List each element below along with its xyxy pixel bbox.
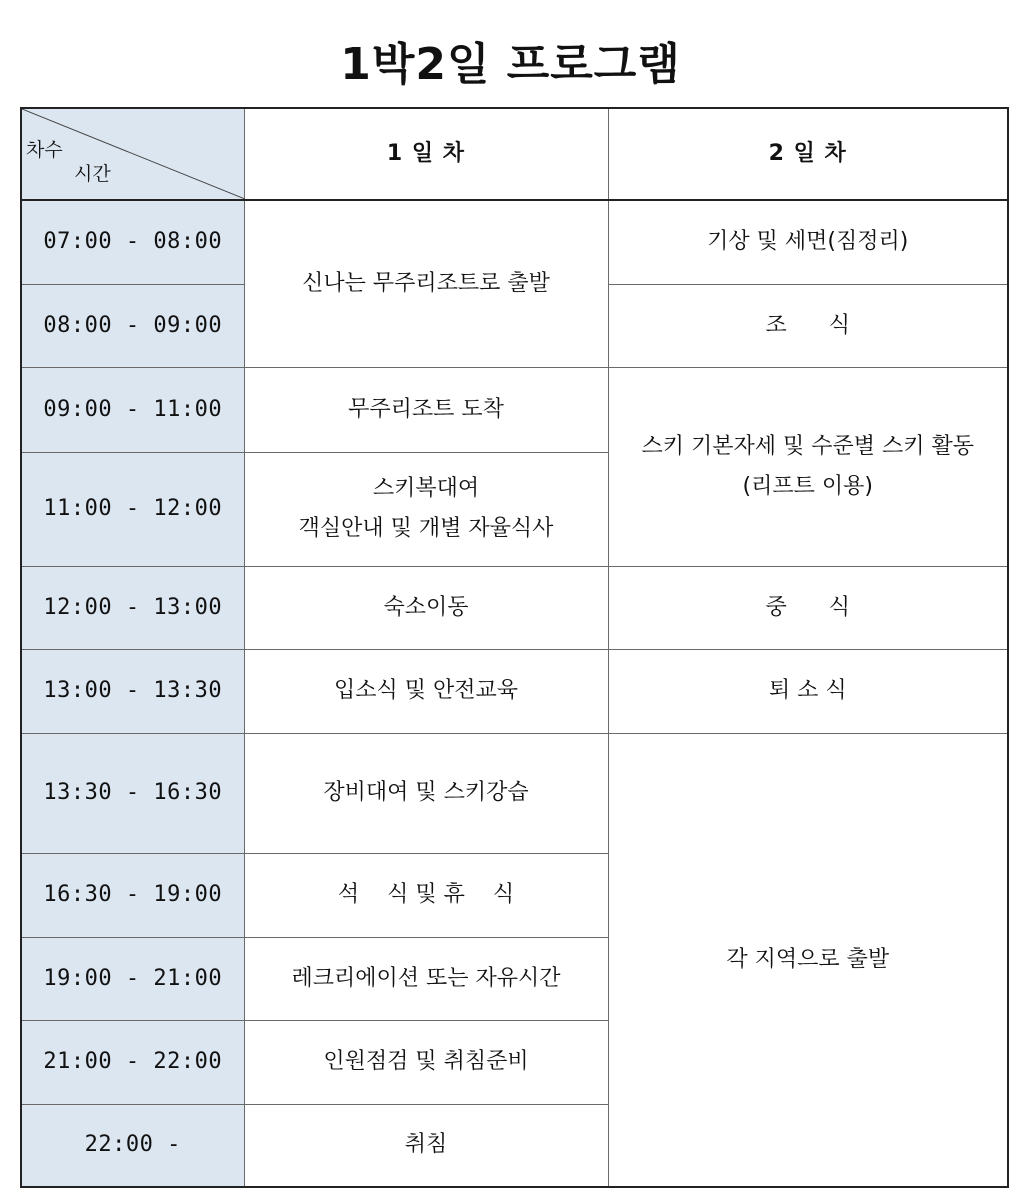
day1-cell-sleep: 취침 bbox=[244, 1104, 608, 1187]
day1-header: 1 일 차 bbox=[244, 108, 608, 200]
time-cell: 21:00 - 22:00 bbox=[21, 1020, 244, 1104]
time-cell: 11:00 - 12:00 bbox=[21, 452, 244, 566]
day1-ski-rental-line2: 객실안내 및 개별 자율식사 bbox=[298, 516, 554, 541]
day2-ski-line2: (리프트 이용) bbox=[742, 473, 873, 499]
day1-cell-roll-call: 인원점검 및 취침준비 bbox=[244, 1020, 608, 1104]
corner-label-round: 차수 bbox=[26, 139, 63, 161]
day1-cell-ski-rental bbox=[244, 452, 608, 566]
schedule-table bbox=[20, 107, 1009, 1188]
day2-header: 2 일 차 bbox=[608, 108, 1008, 200]
day2-cell-ski bbox=[608, 367, 1008, 566]
page-title: 1박2일 프로그램 bbox=[340, 39, 681, 90]
day1-cell-arrival: 무주리조트 도착 bbox=[244, 367, 608, 452]
day2-cell-lunch: 중 식 bbox=[608, 566, 1008, 649]
time-cell: 16:30 - 19:00 bbox=[21, 853, 244, 937]
day2-cell-return: 각 지역으로 출발 bbox=[608, 733, 1008, 1187]
time-cell: 09:00 - 11:00 bbox=[21, 367, 244, 452]
day2-cell-breakfast: 조 식 bbox=[608, 284, 1008, 367]
table-row bbox=[21, 367, 1008, 452]
header-row bbox=[21, 108, 1008, 200]
table-row bbox=[21, 200, 1008, 284]
day1-cell-departure: 신나는 무주리조트로 출발 bbox=[244, 200, 608, 367]
corner-label-time: 시간 bbox=[74, 163, 111, 185]
table-row bbox=[21, 733, 1008, 853]
day2-cell-closing: 퇴 소 식 bbox=[608, 649, 1008, 733]
time-cell: 13:30 - 16:30 bbox=[21, 733, 244, 853]
time-cell: 13:00 - 13:30 bbox=[21, 649, 244, 733]
day1-cell-move-lodging: 숙소이동 bbox=[244, 566, 608, 649]
day1-cell-recreation: 레크리에이션 또는 자유시간 bbox=[244, 937, 608, 1020]
time-cell: 07:00 - 08:00 bbox=[21, 200, 244, 284]
day1-cell-entrance: 입소식 및 안전교육 bbox=[244, 649, 608, 733]
day2-ski-line1: 스키 기본자세 및 수준별 스키 활동 bbox=[641, 433, 974, 459]
time-cell: 22:00 - bbox=[21, 1104, 244, 1187]
day1-ski-rental-line1: 스키복대여 bbox=[372, 476, 480, 501]
time-cell: 08:00 - 09:00 bbox=[21, 284, 244, 367]
corner-header-cell bbox=[21, 108, 244, 200]
time-cell: 12:00 - 13:00 bbox=[21, 566, 244, 649]
table-row bbox=[21, 566, 1008, 649]
day1-cell-lesson: 장비대여 및 스키강습 bbox=[244, 733, 608, 853]
day1-cell-dinner-rest: 석 식 및 휴 식 bbox=[244, 853, 608, 937]
table-row bbox=[21, 649, 1008, 733]
day2-cell-wake: 기상 및 세면(짐정리) bbox=[608, 200, 1008, 284]
time-cell: 19:00 - 21:00 bbox=[21, 937, 244, 1020]
